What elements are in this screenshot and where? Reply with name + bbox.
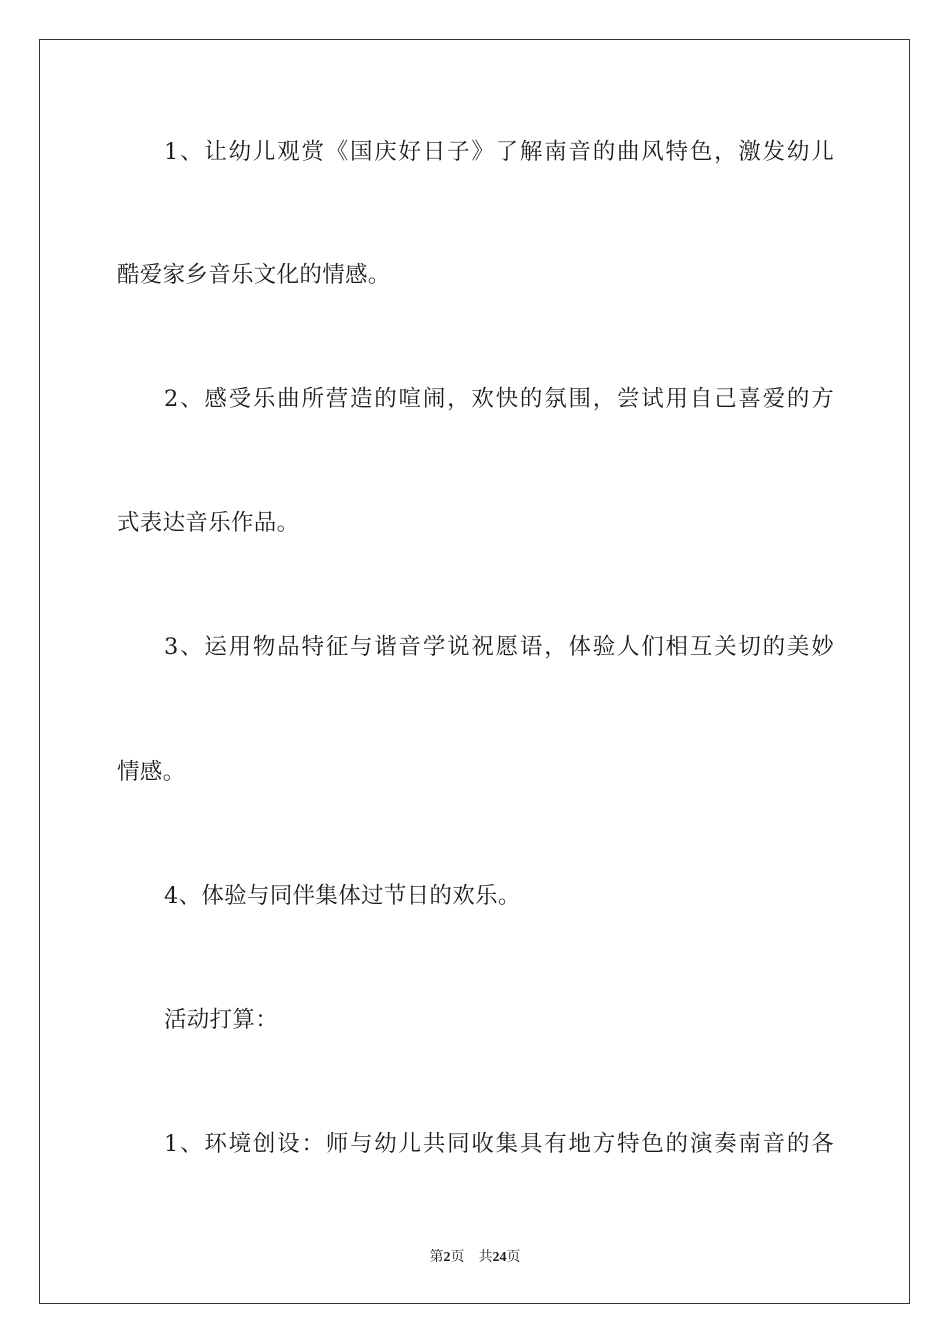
footer-total-pages: 24 bbox=[492, 1250, 507, 1265]
page-border bbox=[39, 39, 910, 1304]
footer-total-prefix: 共 bbox=[478, 1250, 493, 1265]
footer-total-suffix: 页 bbox=[506, 1250, 521, 1265]
paragraph-6-line-1: 1、环境创设：师与幼儿共同收集具有地方特色的演奏南音的各 bbox=[164, 1131, 834, 1157]
paragraph-1-line-2: 酷爱家乡音乐文化的情感。 bbox=[117, 262, 391, 288]
section-heading-activity-plan: 活动打算： bbox=[164, 1007, 279, 1033]
page-footer bbox=[0, 1249, 950, 1267]
footer-page-suffix: 页 bbox=[450, 1250, 465, 1265]
paragraph-4-line-1: 4、体验与同伴集体过节日的欢乐。 bbox=[164, 883, 521, 909]
paragraph-2-line-1: 2、感受乐曲所营造的喧闹，欢快的氛围，尝试用自己喜爱的方 bbox=[164, 386, 834, 412]
footer-page-prefix: 第 bbox=[429, 1250, 444, 1265]
paragraph-3-line-2: 情感。 bbox=[117, 759, 186, 785]
paragraph-2-line-2: 式表达音乐作品。 bbox=[117, 510, 300, 536]
footer-page-number: 2 bbox=[443, 1250, 451, 1265]
paragraph-1-line-1: 1、让幼儿观赏《国庆好日子》了解南音的曲风特色，激发幼儿 bbox=[164, 139, 834, 165]
paragraph-3-line-1: 3、运用物品特征与谐音学说祝愿语，体验人们相互关切的美妙 bbox=[164, 634, 834, 660]
